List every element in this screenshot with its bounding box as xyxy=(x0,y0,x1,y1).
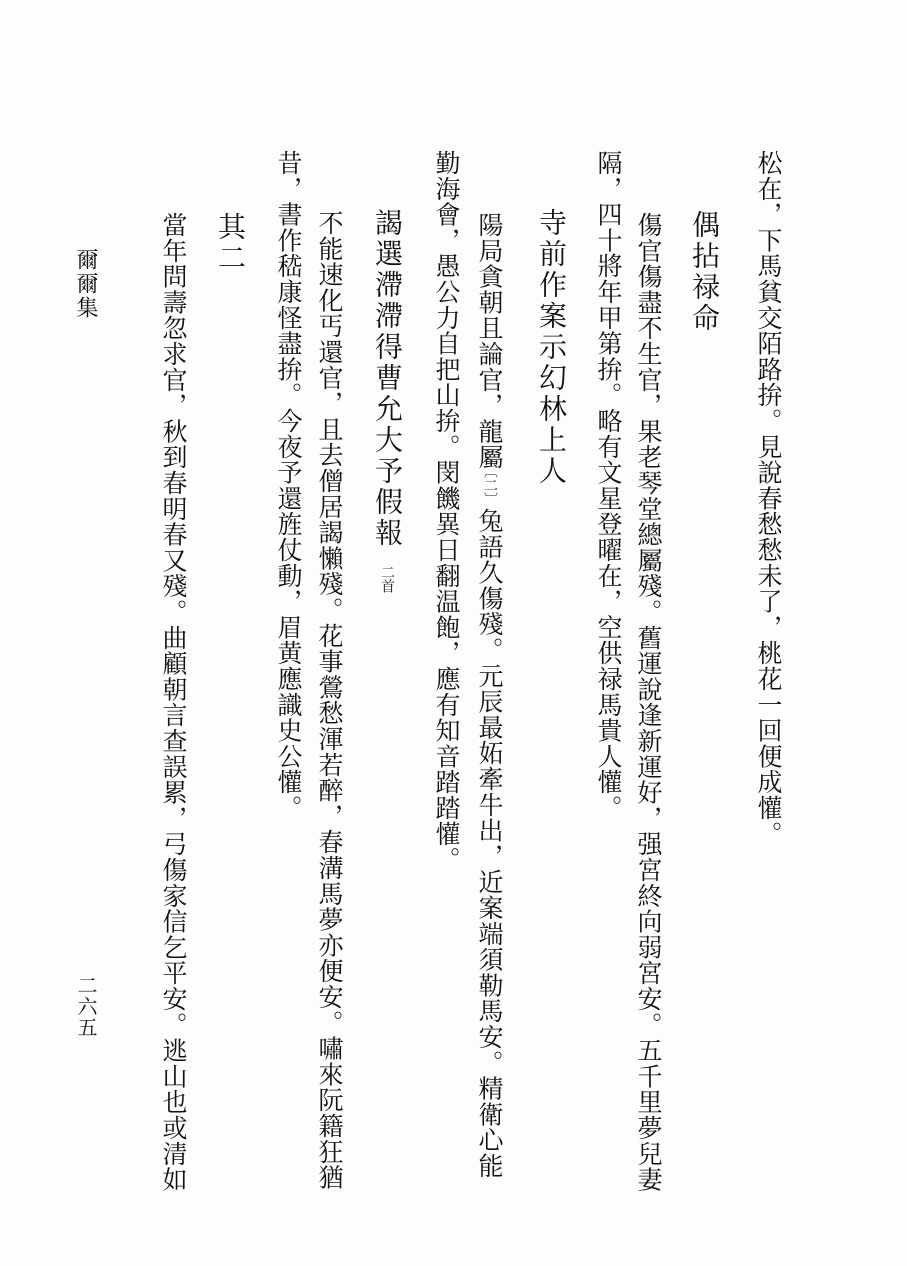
poem-title-si-qian-zuo-an: 寺前作案示幻林上人 xyxy=(535,208,568,487)
text-column-4b: 兔語久傷殘。元辰最妬牽牛出，近案端須勒馬安。精衛心能 xyxy=(475,508,504,1179)
text-column-5: 勤海會，愚公力自把山拚。閔饑異日翻温飽，應有知音踏踏懽。 xyxy=(432,150,461,873)
poem-title-ou-nian-lu-ming: 偶拈禄命 xyxy=(688,210,721,334)
text-column-2: 傷官傷盡不生官，果老琴堂總屬殘。舊運說逢新運好，强宮終向弱宮安。五千里夢兒妻 xyxy=(634,212,663,1193)
text-column-3: 隔，四十將年甲第拚。略有文星登曜在，空供禄馬貴人懽。 xyxy=(594,150,623,821)
text-column-8: 當年問壽忽求官，秋到春明春又殘。曲顧朝言查誤累，弓傷家信乞平安。逃山也或清如 xyxy=(159,212,188,1193)
text-column-4a: 陽局貪朝且論官，龍屬 xyxy=(475,212,504,470)
text-column-7: 昔，書作嵇康怪盡拚。今夜予還旌仗動，眉黄應識史公懽。 xyxy=(274,150,303,821)
poem-title-qi-er: 其二 xyxy=(214,212,247,274)
page-number: 二六五 xyxy=(74,975,98,1038)
footnote-marker: 〔二〕 xyxy=(482,464,498,506)
text-column-6: 不能速化丐還官，且去僧居謁懶殘。花事鶯愁渾若醉，春溝馬夢亦便安。嘯來阮籍狂猶 xyxy=(315,210,344,1191)
poem-title-ye-xuan: 謁選滯滯得曹允大予假報 xyxy=(371,208,404,549)
text-column-1: 松在，下馬貧交陌路拚。見說春愁愁未了，桃花一回便成懽。 xyxy=(754,150,783,847)
running-head: 爾爾集 xyxy=(73,248,98,320)
poem-count-note: 二首 xyxy=(379,565,395,593)
